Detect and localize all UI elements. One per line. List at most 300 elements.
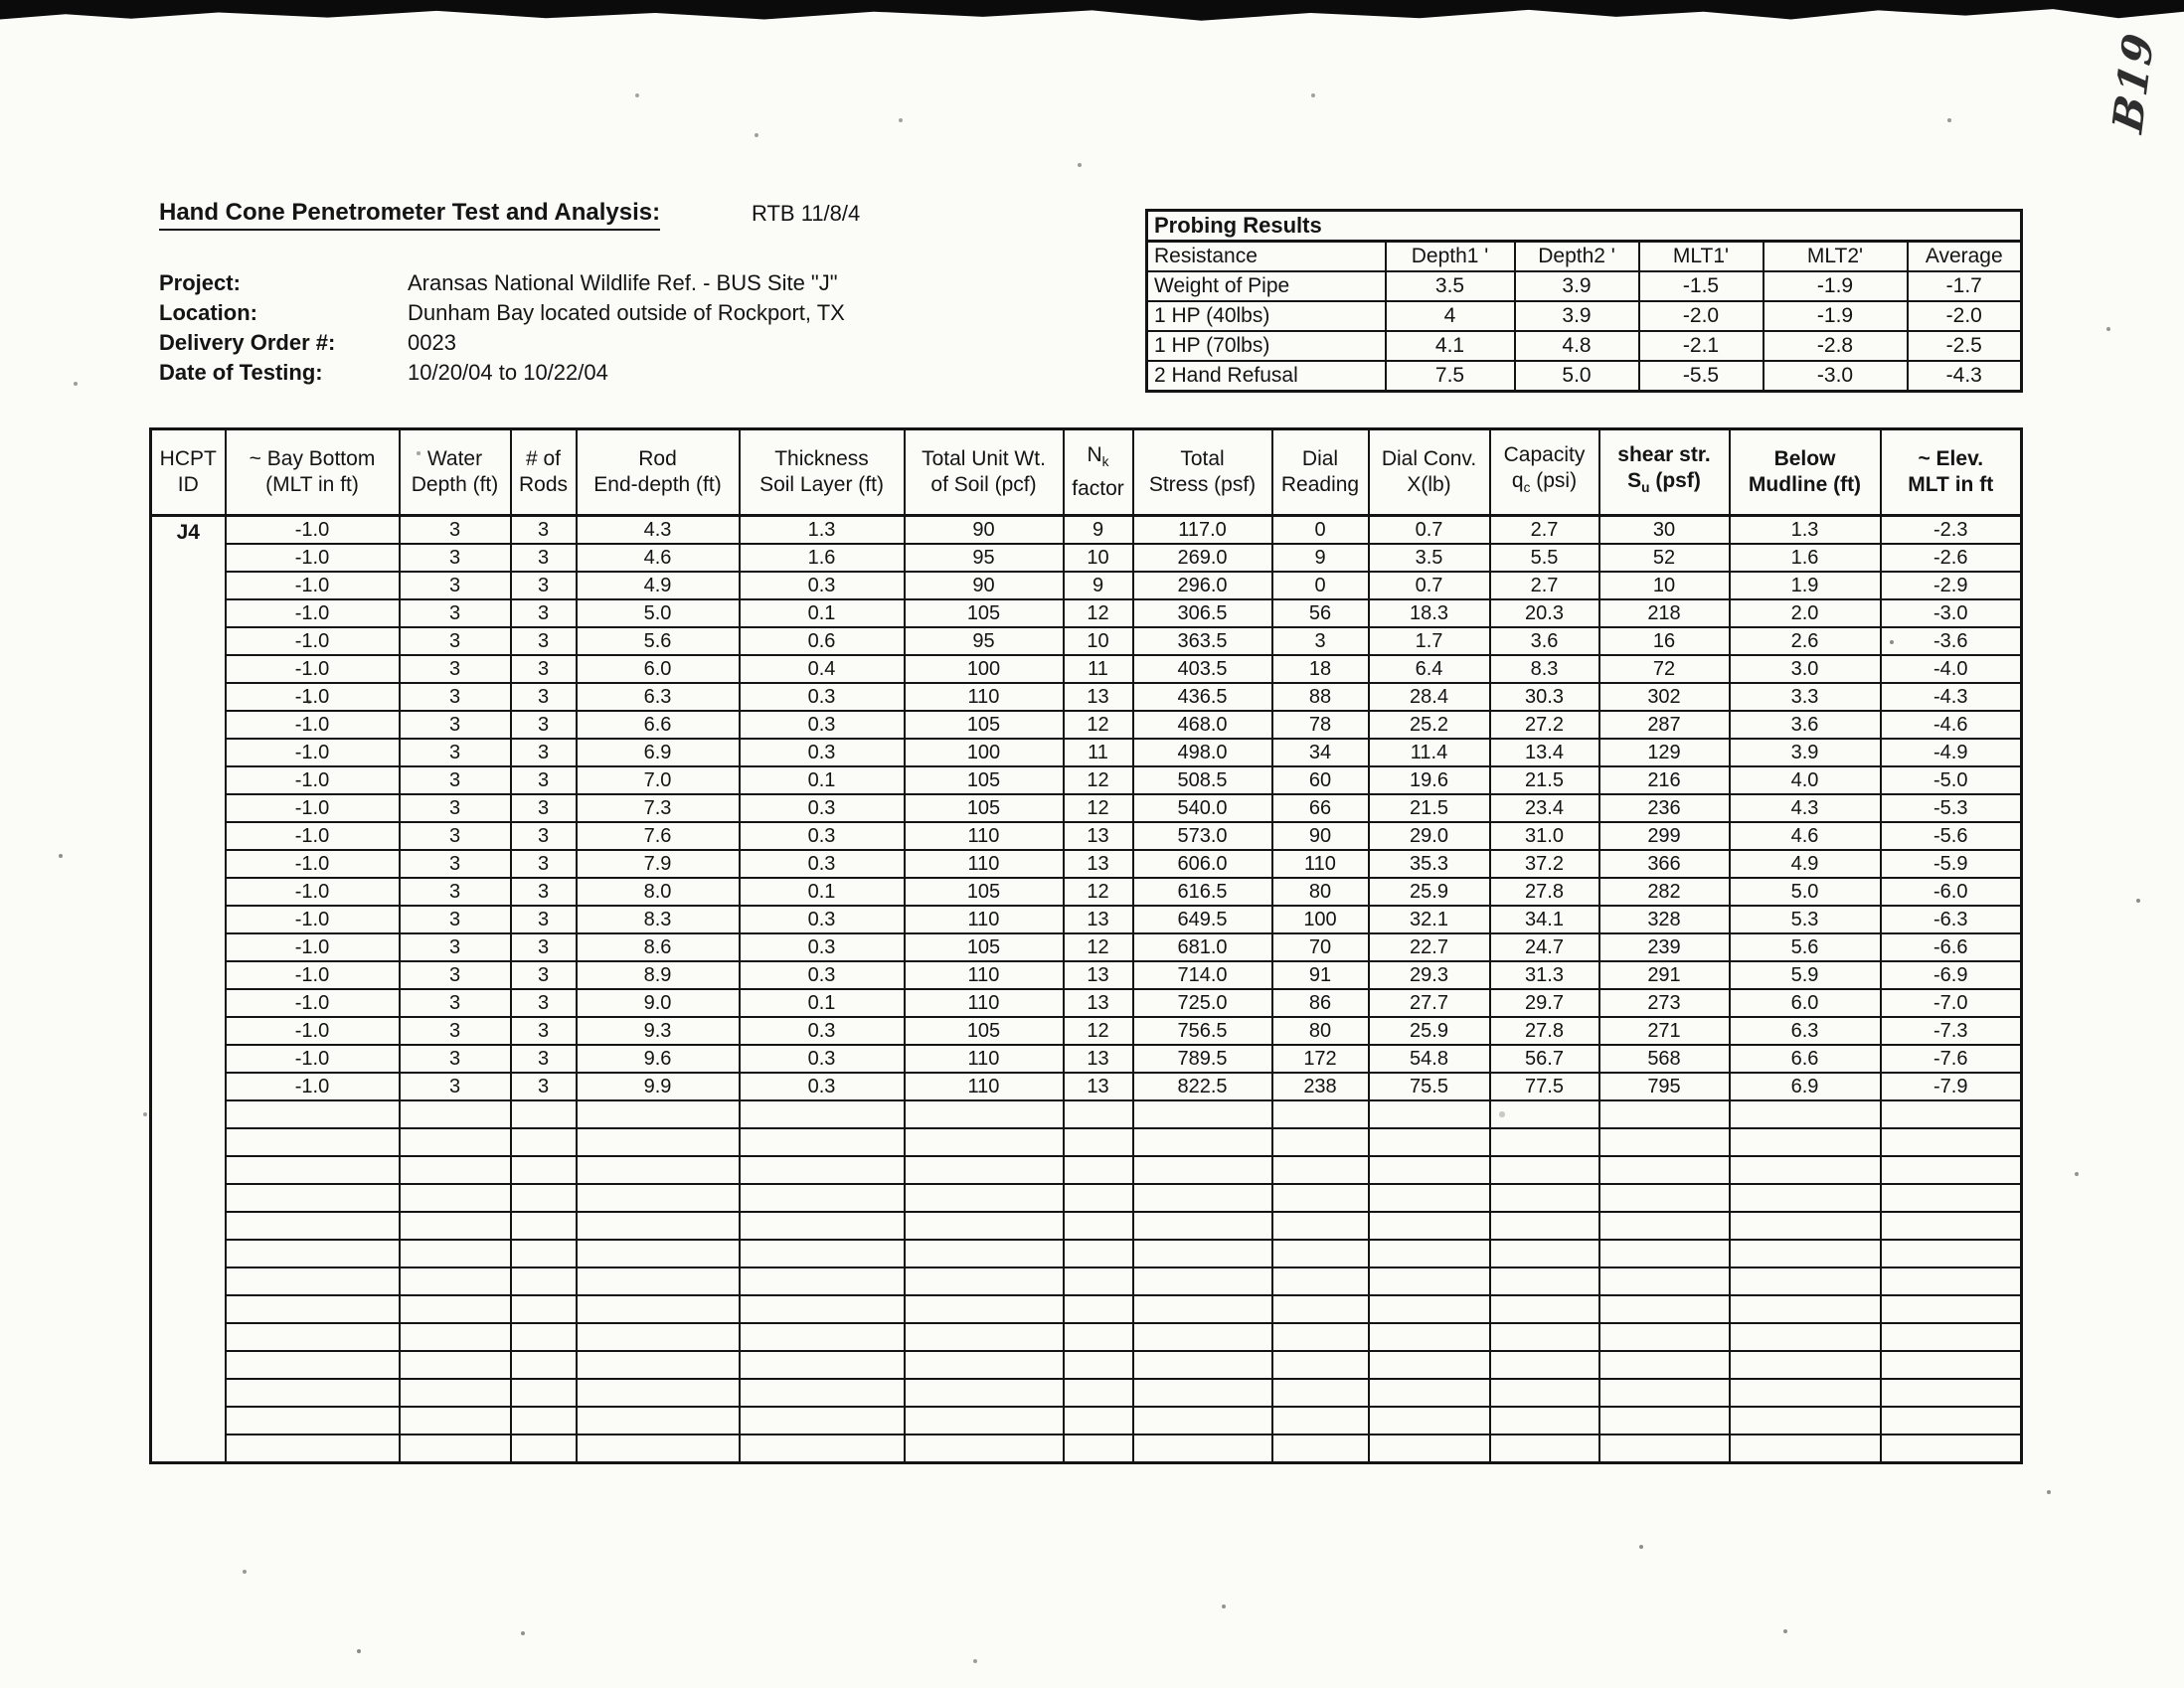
probing-results-title: Probing Results [1147,211,2022,242]
empty-cell [1599,1156,1730,1184]
data-cell: 7.3 [577,794,740,822]
data-cell: 6.0 [1730,989,1881,1017]
data-cell: 28.4 [1369,683,1490,711]
data-cell: 1.6 [740,544,905,572]
data-cell: -7.6 [1881,1045,2022,1073]
empty-cell [1881,1100,2022,1128]
data-cell: 1.6 [1730,544,1881,572]
data-cell: -7.3 [1881,1017,2022,1045]
data-cell: -1.0 [226,878,400,906]
empty-cell [1881,1267,2022,1295]
data-cell: 66 [1272,794,1369,822]
empty-cell [226,1212,400,1240]
data-cell: 27.7 [1369,989,1490,1017]
table-row [151,933,2022,961]
empty-cell [1064,1128,1133,1156]
data-cell: -1.0 [226,599,400,627]
data-cell: 110 [905,822,1064,850]
data-cell: -1.0 [226,516,400,545]
empty-cell [1730,1295,1881,1323]
data-cell: 12 [1064,878,1133,906]
data-cell: 795 [1599,1073,1730,1100]
data-cell: -1.0 [226,1073,400,1100]
data-cell: 0.3 [740,572,905,599]
data-cell: 35.3 [1369,850,1490,878]
empty-cell [1133,1184,1272,1212]
empty-cell [1133,1240,1272,1267]
hcpt-id-cell: J4 [151,516,226,1463]
data-cell: 110 [905,683,1064,711]
data-cell: 1.7 [1369,627,1490,655]
data-cell: 105 [905,878,1064,906]
data-cell: 3 [400,655,511,683]
main-header-row [151,429,2022,516]
data-cell: 3 [511,599,577,627]
data-cell: 9 [1272,544,1369,572]
data-cell: -2.6 [1881,544,2022,572]
data-cell: 6.0 [577,655,740,683]
empty-cell [1599,1407,1730,1435]
table-row [151,544,2022,572]
data-cell: 5.6 [1730,933,1881,961]
data-cell: 0.1 [740,766,905,794]
empty-cell [1064,1184,1133,1212]
data-cell: -1.0 [226,794,400,822]
data-cell: -7.0 [1881,989,2022,1017]
empty-cell [1881,1184,2022,1212]
data-cell: -1.0 [226,822,400,850]
empty-cell [1369,1212,1490,1240]
probing-value-cell: -5.5 [1639,361,1764,392]
data-cell: 3.5 [1369,544,1490,572]
data-cell: 0.3 [740,906,905,933]
data-cell: 12 [1064,1017,1133,1045]
empty-cell [1490,1212,1599,1240]
data-cell: 3 [511,683,577,711]
empty-cell [511,1323,577,1351]
empty-cell [226,1100,400,1128]
empty-row [151,1295,2022,1323]
data-cell: 573.0 [1133,822,1272,850]
empty-cell [1064,1267,1133,1295]
empty-cell [1133,1100,1272,1128]
data-cell: 18 [1272,655,1369,683]
empty-cell [1369,1100,1490,1128]
main-column-header: Dial Conv. X(lb) [1369,429,1490,516]
empty-cell [1272,1379,1369,1407]
data-cell: 95 [905,544,1064,572]
data-cell: 3 [1272,627,1369,655]
empty-cell [905,1240,1064,1267]
data-cell: 16 [1599,627,1730,655]
data-cell: 328 [1599,906,1730,933]
data-cell: 129 [1599,739,1730,766]
empty-cell [1369,1128,1490,1156]
data-cell: 25.9 [1369,1017,1490,1045]
data-cell: 5.0 [1730,878,1881,906]
empty-row [151,1267,2022,1295]
data-cell: 10 [1064,627,1133,655]
data-cell: 29.3 [1369,961,1490,989]
empty-cell [1490,1240,1599,1267]
empty-cell [1730,1128,1881,1156]
data-cell: 0.1 [740,878,905,906]
data-cell: 273 [1599,989,1730,1017]
probing-value-cell: -2.0 [1908,301,2022,331]
empty-cell [1599,1435,1730,1463]
empty-cell [400,1212,511,1240]
empty-cell [1599,1267,1730,1295]
probing-value-cell: 3.9 [1515,271,1639,301]
empty-cell [577,1295,740,1323]
data-cell: 3 [400,961,511,989]
data-cell: 3 [511,544,577,572]
data-cell: -4.0 [1881,655,2022,683]
main-column-header: Below Mudline (ft) [1730,429,1881,516]
empty-cell [1730,1184,1881,1212]
empty-cell [400,1267,511,1295]
data-cell: 1.3 [740,516,905,545]
data-cell: 6.9 [577,739,740,766]
data-cell: -1.0 [226,1045,400,1073]
probing-row [1147,301,2022,331]
data-cell: 436.5 [1133,683,1272,711]
empty-cell [1133,1379,1272,1407]
data-cell: 31.0 [1490,822,1599,850]
data-cell: 498.0 [1133,739,1272,766]
data-cell: 2.7 [1490,516,1599,545]
data-cell: 29.7 [1490,989,1599,1017]
data-cell: -1.0 [226,961,400,989]
main-column-header: Capacity $q_c$ (psi) [1490,429,1599,516]
data-cell: -5.0 [1881,766,2022,794]
data-cell: 299 [1599,822,1730,850]
data-cell: 3 [511,766,577,794]
probing-column-header: MLT2' [1764,242,1908,272]
data-cell: 6.3 [1730,1017,1881,1045]
data-cell: 789.5 [1133,1045,1272,1073]
data-cell: 1.3 [1730,516,1881,545]
empty-cell [740,1323,905,1351]
data-cell: 6.4 [1369,655,1490,683]
data-cell: 3 [400,850,511,878]
data-cell: 714.0 [1133,961,1272,989]
empty-cell [511,1240,577,1267]
probing-value-cell: 5.0 [1515,361,1639,392]
data-cell: 24.7 [1490,933,1599,961]
empty-cell [740,1128,905,1156]
info-block [159,268,845,388]
data-cell: 88 [1272,683,1369,711]
data-cell: 23.4 [1490,794,1599,822]
data-cell: 3 [400,933,511,961]
data-cell: 30 [1599,516,1730,545]
data-cell: 3 [400,794,511,822]
data-cell: 468.0 [1133,711,1272,739]
data-cell: 756.5 [1133,1017,1272,1045]
data-cell: 5.0 [577,599,740,627]
data-cell: 8.3 [1490,655,1599,683]
empty-cell [1599,1212,1730,1240]
data-cell: 363.5 [1133,627,1272,655]
empty-cell [577,1351,740,1379]
data-cell: 0.3 [740,711,905,739]
empty-cell [1490,1267,1599,1295]
data-cell: 75.5 [1369,1073,1490,1100]
data-cell: 34 [1272,739,1369,766]
data-cell: 110 [905,850,1064,878]
data-cell: -1.0 [226,544,400,572]
empty-cell [1490,1100,1599,1128]
probing-value-cell: 4 [1386,301,1515,331]
empty-cell [1272,1100,1369,1128]
empty-cell [577,1100,740,1128]
empty-cell [1133,1128,1272,1156]
handwritten-page-mark: B19 [2102,27,2164,137]
data-cell: 13 [1064,961,1133,989]
empty-cell [1133,1212,1272,1240]
data-cell: 0.3 [740,850,905,878]
data-cell: 105 [905,766,1064,794]
data-cell: 6.3 [577,683,740,711]
empty-cell [740,1267,905,1295]
empty-cell [1369,1435,1490,1463]
empty-cell [905,1156,1064,1184]
empty-cell [511,1128,577,1156]
data-cell: 110 [905,906,1064,933]
empty-cell [1599,1128,1730,1156]
data-cell: 3.6 [1730,711,1881,739]
empty-cell [511,1100,577,1128]
data-cell: 616.5 [1133,878,1272,906]
data-cell: 12 [1064,599,1133,627]
main-column-header: Total Unit Wt. of Soil (pcf) [905,429,1064,516]
data-cell: 9.3 [577,1017,740,1045]
data-cell: 10 [1064,544,1133,572]
hcpt-data-table [149,427,2023,1464]
empty-cell [577,1184,740,1212]
data-cell: 3 [400,599,511,627]
empty-cell [740,1212,905,1240]
empty-cell [1881,1156,2022,1184]
data-cell: 86 [1272,989,1369,1017]
empty-cell [511,1295,577,1323]
empty-cell [1490,1128,1599,1156]
data-cell: 3.9 [1730,739,1881,766]
empty-cell [905,1323,1064,1351]
empty-row [151,1212,2022,1240]
data-cell: 12 [1064,766,1133,794]
probing-column-header: Depth1 ' [1386,242,1515,272]
data-cell: -1.0 [226,655,400,683]
data-cell: 56 [1272,599,1369,627]
probing-value-cell: -1.5 [1639,271,1764,301]
data-cell: -1.0 [226,711,400,739]
empty-cell [1490,1184,1599,1212]
data-cell: 302 [1599,683,1730,711]
empty-cell [577,1435,740,1463]
empty-cell [577,1407,740,1435]
data-cell: 3 [400,766,511,794]
data-cell: 11 [1064,655,1133,683]
table-row [151,739,2022,766]
empty-cell [905,1212,1064,1240]
probing-row [1147,361,2022,392]
empty-cell [905,1379,1064,1407]
data-cell: 3 [400,1045,511,1073]
empty-cell [1064,1323,1133,1351]
data-cell: 100 [1272,906,1369,933]
data-cell: 56.7 [1490,1045,1599,1073]
main-column-header: Dial Reading [1272,429,1369,516]
empty-cell [740,1351,905,1379]
data-cell: 3 [400,711,511,739]
empty-cell [1133,1351,1272,1379]
data-cell: -4.3 [1881,683,2022,711]
empty-cell [1272,1323,1369,1351]
empty-cell [577,1128,740,1156]
data-cell: 3 [400,1073,511,1100]
empty-cell [1272,1351,1369,1379]
table-row [151,1045,2022,1073]
data-cell: -4.6 [1881,711,2022,739]
table-row [151,961,2022,989]
table-row [151,572,2022,599]
probing-column-header: Resistance [1147,242,1386,272]
info-field-value: Aransas National Wildlife Ref. - BUS Site "J" [408,270,838,295]
probing-resistance-cell: 1 HP (70lbs) [1147,331,1386,361]
empty-cell [1730,1407,1881,1435]
data-cell: 3 [511,850,577,878]
data-cell: 0.3 [740,1045,905,1073]
probing-value-cell: 4.8 [1515,331,1639,361]
empty-cell [905,1100,1064,1128]
empty-cell [226,1240,400,1267]
empty-cell [1064,1435,1133,1463]
empty-cell [1490,1435,1599,1463]
data-cell: 3 [511,572,577,599]
data-cell: 105 [905,1017,1064,1045]
doc-reference: RTB 11/8/4 [752,201,861,226]
data-cell: 172 [1272,1045,1369,1073]
probing-body [1147,271,2022,392]
data-cell: -1.0 [226,1017,400,1045]
table-row [151,599,2022,627]
empty-cell [226,1351,400,1379]
data-cell: 27.2 [1490,711,1599,739]
empty-cell [577,1267,740,1295]
data-cell: 29.0 [1369,822,1490,850]
empty-cell [577,1156,740,1184]
data-cell: -2.3 [1881,516,2022,545]
empty-cell [740,1435,905,1463]
empty-cell [1599,1184,1730,1212]
data-cell: 90 [905,572,1064,599]
empty-row [151,1435,2022,1463]
table-row [151,850,2022,878]
main-column-header: Total Stress (psf) [1133,429,1272,516]
data-cell: 13 [1064,850,1133,878]
empty-cell [1064,1212,1133,1240]
data-cell: 4.6 [577,544,740,572]
probing-resistance-cell: 2 Hand Refusal [1147,361,1386,392]
data-cell: 0.3 [740,1017,905,1045]
data-cell: -6.9 [1881,961,2022,989]
data-cell: 21.5 [1490,766,1599,794]
empty-cell [400,1295,511,1323]
table-row [151,711,2022,739]
data-cell: 0.3 [740,961,905,989]
data-cell: 77.5 [1490,1073,1599,1100]
empty-cell [1730,1100,1881,1128]
data-cell: 3 [511,655,577,683]
empty-cell [1064,1156,1133,1184]
data-cell: -6.3 [1881,906,2022,933]
data-cell: 269.0 [1133,544,1272,572]
data-cell: 3 [511,878,577,906]
empty-cell [400,1184,511,1212]
main-column-header: Rod End-depth (ft) [577,429,740,516]
data-cell: 3 [511,822,577,850]
empty-cell [1730,1351,1881,1379]
data-cell: 3 [511,906,577,933]
empty-cell [905,1407,1064,1435]
data-cell: 78 [1272,711,1369,739]
data-cell: 3 [400,516,511,545]
table-row [151,794,2022,822]
empty-cell [1272,1240,1369,1267]
data-cell: -1.0 [226,572,400,599]
data-cell: 105 [905,711,1064,739]
empty-cell [740,1295,905,1323]
data-cell: -1.0 [226,989,400,1017]
data-cell: 100 [905,739,1064,766]
empty-cell [226,1323,400,1351]
data-cell: -1.0 [226,739,400,766]
data-cell: 11.4 [1369,739,1490,766]
data-cell: 822.5 [1133,1073,1272,1100]
data-cell: 2.0 [1730,599,1881,627]
empty-cell [1272,1156,1369,1184]
empty-cell [400,1100,511,1128]
probing-value-cell: -1.9 [1764,301,1908,331]
empty-cell [1064,1379,1133,1407]
empty-cell [226,1407,400,1435]
data-cell: 13 [1064,683,1133,711]
data-cell: 12 [1064,794,1133,822]
empty-cell [226,1379,400,1407]
empty-cell [1272,1212,1369,1240]
empty-cell [1369,1379,1490,1407]
probing-value-cell: -2.8 [1764,331,1908,361]
data-cell: 216 [1599,766,1730,794]
empty-cell [1730,1212,1881,1240]
data-cell: 3 [511,933,577,961]
empty-row [151,1100,2022,1128]
empty-cell [1599,1323,1730,1351]
empty-cell [577,1379,740,1407]
empty-cell [1064,1100,1133,1128]
data-cell: -3.6 [1881,627,2022,655]
empty-cell [511,1407,577,1435]
empty-cell [1730,1240,1881,1267]
data-cell: 3 [511,1045,577,1073]
data-cell: 13 [1064,989,1133,1017]
empty-cell [740,1184,905,1212]
empty-cell [511,1212,577,1240]
probing-column-header: MLT1' [1639,242,1764,272]
data-cell: 3 [511,739,577,766]
